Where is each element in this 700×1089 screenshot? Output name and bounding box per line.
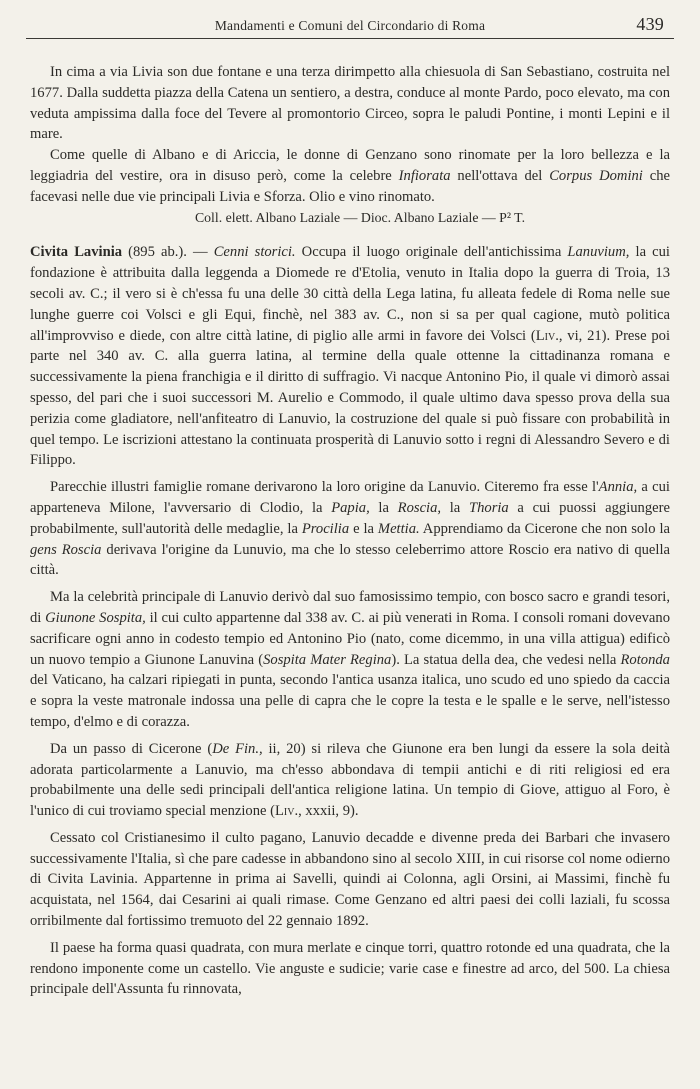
paragraph-genzano-women (30, 145, 670, 207)
italic-run: Lanuvium, (567, 244, 630, 261)
text-run: (895 ab.). — (122, 244, 214, 261)
italic-run: De Fin., (212, 740, 263, 757)
smallcaps-run: Liv. (274, 803, 299, 820)
paragraph-civita-lavinia (30, 242, 670, 471)
text-run: la cui fondazione è attribuita dalla leggenda a Diomede re d'Etolia, venuto in Italia dopo la guerra di Troia, 13 secoli av. C.; il vero si è ch'essa fu una delle 30 città della Lega latina, fu alleata fedele di Roma nelle sue lunghe guerre coi Volsci e gli Equi, finchè, nel 383 av. C., non si sa per qual cagione, mutò politica all'improvviso e diede, con altre città latine, di piglio alle armi in favore dei Volsci ( (30, 244, 670, 344)
header-rule (26, 38, 674, 39)
paragraph-monte-pardo: In cima a via Livia son due fontane e una terza dirimpetto alla chiesuola di San Sebastiano, costruita nel 1677. Dalla suddetta piazza della Catena un sentiero, a destra, conduce al monte Pardo, poco elevato, ma con veduta ampissima dalla foce del Tevere al promontorio Circeo, sopra le paludi Pontine, i monti Lepini e il mare. (30, 64, 670, 143)
text-run: il cui culto appartenne dal 338 av. C. ai più venerati in Roma. I consoli romani dovevano sacrificare ogni anno in codesto tempio ed Antonino Pio (nato, come dicemmo, in una villa attigua) edificò un nuovo tempio a Giunone Lanuvina ( (30, 609, 670, 668)
paragraph-medieval-history: Cessato col Cristianesimo il culto pagano, Lanuvio decadde e divenne preda dei Barbari che invasero successivamente l'Italia, sì che pare cadesse in abbandono sino al secolo XIII, in cui risorse col nome odierno di Civita Lavinia. Appartenne in prima ai Savelli, quindi ai Colonna, agli Orsini, ai Massimi, finchè fu acquistata, nel 1564, dai Cesarini ai quali rimase. Come Genzano ed altri paesi dei colli laziali, fu scossa orribilmente dal fortissimo tremuoto del 22 gennaio 1892. (30, 829, 670, 930)
italic-run: gens Roscia (30, 541, 102, 558)
paragraph-town-description: Il paese ha forma quasi quadrata, con mura merlate e cinque torri, quattro rotonde ed una quadrata, che la rendono imponente come un castello. Vie anguste e sudicie; varie case e finestre ad arco, del 500. La chiesa principale dell'Assunta fu rinnovata, (30, 939, 670, 998)
text-run: la (441, 499, 469, 516)
smallcaps-run: Liv. (535, 327, 559, 344)
italic-run: Giunone Sospita, (45, 609, 146, 626)
text-run: ). La statua della dea, che vedesi nella (391, 651, 621, 668)
italic-run: Cenni storici. (213, 244, 296, 261)
body-text (30, 62, 670, 1000)
text-run: Apprendiamo da Cicerone che non solo la (419, 520, 670, 537)
running-title: Mandamenti e Comuni del Circondario di Roma (214, 18, 486, 33)
text-run: , vi, 21). Prese poi parte nel 340 av. C. alla guerra latina, al termine della quale ottenne la cittadinanza romana e successivamente la piena franchigia e il diritto di suffragio. Vi nacque Antonino Pio, il quale vi dimorò assai spesso, del pari che i suoi successori M. Aurelio e Commodo, il quale ultimo dava spesso prova della sua perizia come gladiatore, nell'anfiteatro di Lanuvio, la costruzione del quale si può fissare con probabilità in quel tempo. Le iscrizioni attestano la continuata prosperità di Lanuvio sotto i regni di Alessandro Severo e di Filippo. (30, 327, 670, 469)
italic-run: Thoria (468, 499, 509, 516)
text-run: che facevasi nelle due vie principali Livia e Sforza. Olio e vino rinomato. (30, 167, 670, 205)
text-run: ii, 20) si rileva che Giunone era ben lungi da essere la sola deità adorata particolarmente a Lanuvio, ma ch'esso abbondava di tempii antichi e di riti religiosi ed era probabilmente una delle sedi principali dell'antica religione latina. Un tempio di Giove, attiguo al Foro, è l'unico di cui troviamo special menzione ( (30, 740, 670, 820)
text-run: la (369, 499, 398, 516)
text-run: Come quelle di Albano e di Ariccia, le donne di Genzano sono rinomate per la loro bellezza e la leggiadria del vestire, ora in disuso però, come la celebre (30, 147, 670, 184)
italic-run: Corpus Domini (549, 167, 643, 184)
italic-run: Papia, (331, 499, 370, 516)
italic-run: Roscia, (397, 499, 442, 516)
text-run: del Vaticano, ha calzari ripiegati in punta, secondo l'antica usanza italica, uno scudo ed uno spiedo da caccia e sopra la veste matronale indossa una pelle di capra che le copre la testa e le spalle e le serve, nell'istesso tempo, d'elmo e di corazza. (30, 672, 670, 730)
italic-run: Infiorata (398, 167, 451, 184)
text-run: , xxxii, 9). (298, 803, 359, 820)
italic-run: Rotonda (620, 651, 670, 668)
entry-heading: Civita Lavinia (30, 244, 123, 261)
paragraph-juno-temple (30, 587, 670, 733)
text-run: Ma la celebrità principale di Lanuvio derivò dal suo famosissimo tempio, con bosco sacro e grandi tesori, di (30, 589, 670, 626)
running-head (30, 14, 670, 38)
italic-run: Mettia. (377, 520, 420, 537)
text-run: Parecchie illustri famiglie romane derivarono la loro origine da Lanuvio. Citeremo fra esse l' (50, 479, 599, 496)
italic-run: Sospita Mater Regina (263, 651, 392, 668)
text-run: Occupa il luogo originale dell'antichissima (295, 244, 568, 261)
electoral-college-line: Coll. elett. Albano Laziale — Dioc. Albano Laziale — P² T. (194, 209, 526, 225)
text-run: a cui puossi aggiungere probabilmente, sull'autorità delle medaglie, la (30, 499, 670, 537)
text-run: Da un passo di Cicerone ( (50, 740, 213, 757)
italic-run: Procilia (301, 520, 350, 537)
paragraph-cicero-passage (30, 739, 670, 822)
page-number: 439 (636, 14, 664, 34)
text-run: derivava l'origine da Lunuvio, ma che lo stesso celeberrimo attore Roscio era nativo di quella città. (30, 541, 671, 579)
italic-run: Annia, (598, 479, 638, 496)
text-run: nell'ottava del (450, 167, 550, 184)
text-run: a cui apparteneva Milone, l'avversario di Clodio, la (30, 479, 670, 516)
paragraph-families (30, 477, 670, 581)
text-run: e la (349, 520, 378, 537)
